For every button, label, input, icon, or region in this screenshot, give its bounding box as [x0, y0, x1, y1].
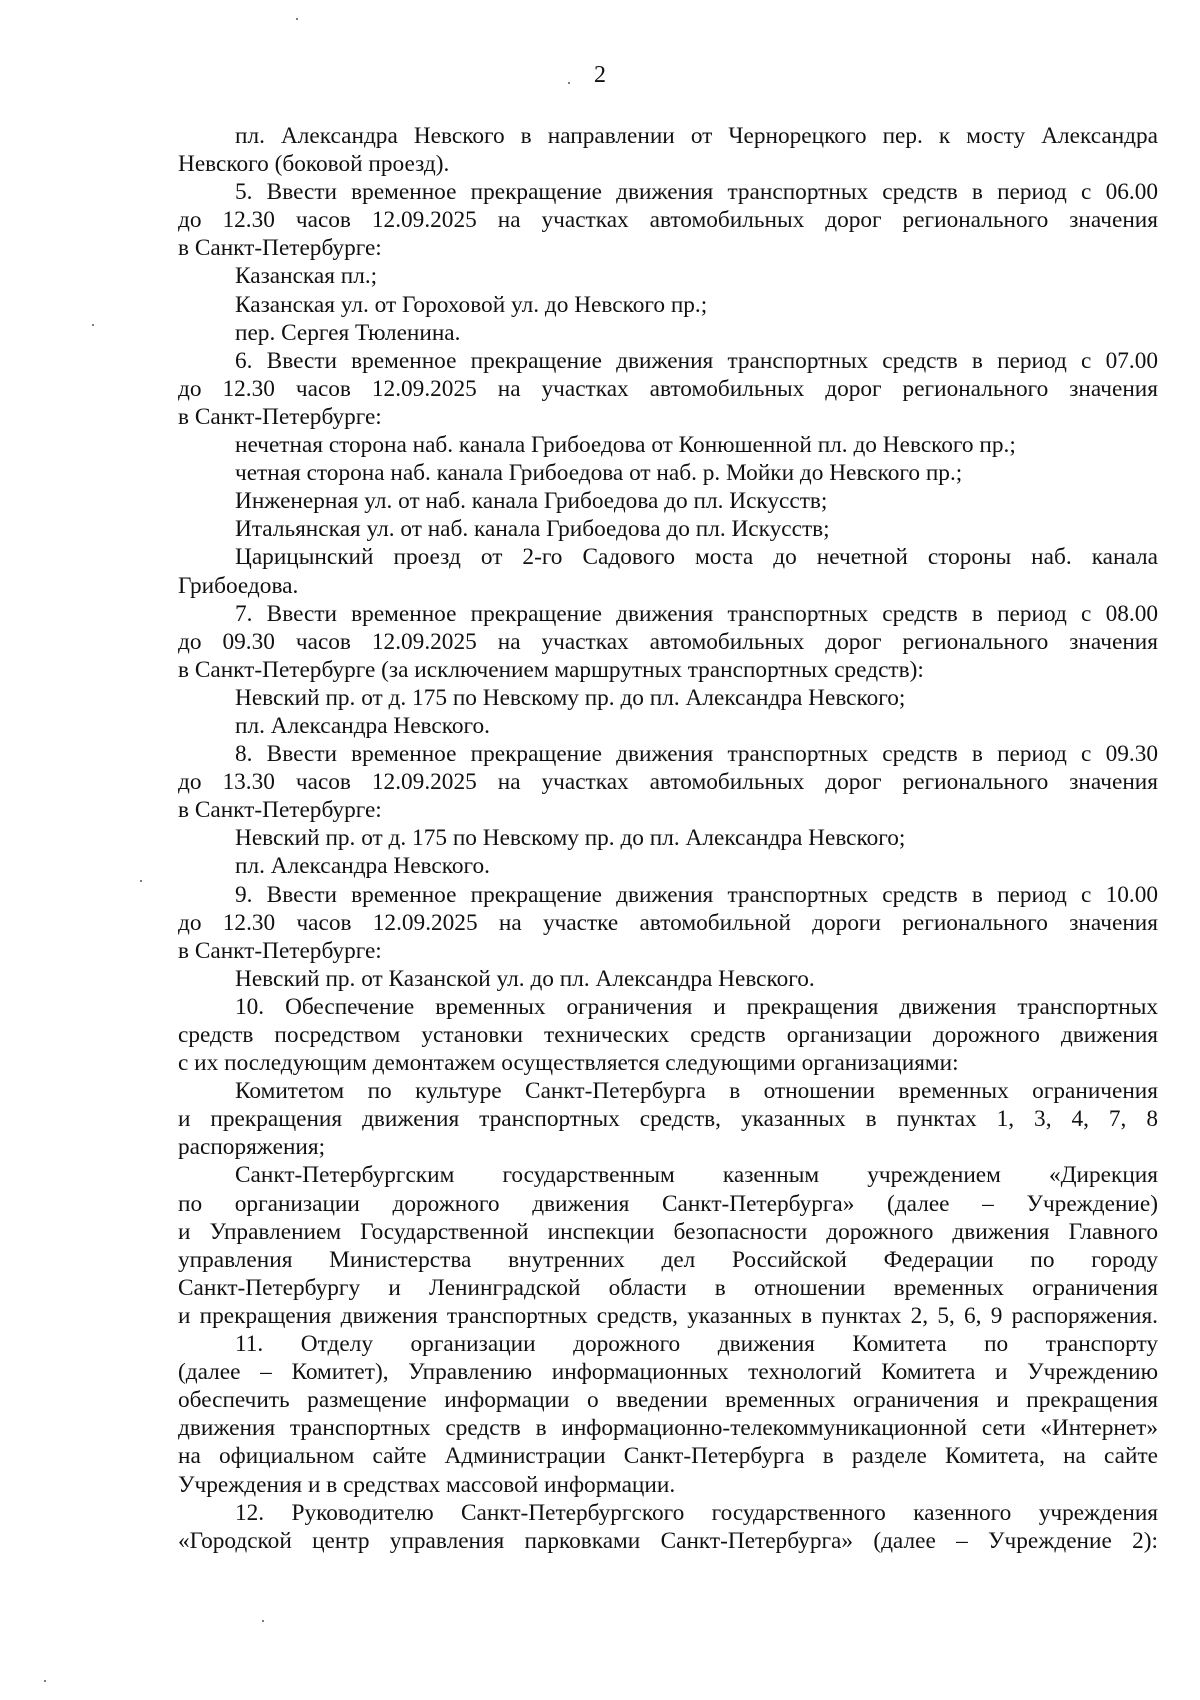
text-line: 12. Руководителю Санкт-Петербургского государственного казенного учреждения — [235, 1499, 1158, 1526]
text-line: в Санкт-Петербурге: — [178, 403, 382, 430]
text-line: «Городской центр управления парковками Санкт-Петербурга» (далее – Учреждение 2): — [178, 1527, 1158, 1554]
text-line: обеспечить размещение информации о введении временных ограничения и прекращения — [178, 1387, 1158, 1414]
text-line: до 12.30 часов 12.09.2025 на участке автомобильной дороги регионального значения — [178, 909, 1158, 936]
text-line: 6. Ввести временное прекращение движения транспортных средств в период с 07.00 — [235, 347, 1158, 374]
text-line: 8. Ввести временное прекращение движения транспортных средств в период с 09.30 — [235, 741, 1158, 768]
text-line: Невский пр. от д. 175 по Невскому пр. до пл. Александра Невского; — [235, 684, 906, 711]
text-line: 7. Ввести временное прекращение движения транспортных средств в период с 08.00 — [235, 600, 1158, 627]
document-body — [178, 122, 1158, 1555]
text-line: до 09.30 часов 12.09.2025 на участках автомобильных дорог регионального значения — [178, 628, 1158, 655]
text-line: пер. Сергея Тюленина. — [235, 319, 461, 346]
text-line: и прекращения движения транспортных средств, указанных в пунктах 1, 3, 4, 7, 8 — [178, 1106, 1158, 1133]
text-line: пл. Александра Невского в направлении от Чернорецкого пер. к мосту Александра — [235, 123, 1158, 149]
text-line: Санкт-Петербургским государственным казенным учреждением «Дирекция — [235, 1162, 1158, 1189]
text-line: Санкт-Петербургу и Ленинградской области в отношении временных ограничения — [178, 1274, 1158, 1301]
text-line: Царицынский проезд от 2-го Садового моста до нечетной стороны наб. канала — [235, 544, 1158, 571]
text-line: в Санкт-Петербурге: — [178, 235, 382, 262]
text-line: и Управлением Государственной инспекции безопасности дорожного движения Главного — [178, 1218, 1158, 1245]
text-line: в Санкт-Петербурге: — [178, 797, 382, 824]
text-line: Невский пр. от Казанской ул. до пл. Александра Невского. — [235, 965, 815, 992]
text-line: по организации дорожного движения Санкт-Петербурга» (далее – Учреждение) — [178, 1190, 1158, 1217]
text-line: средств посредством установки технических средств организации дорожного движения — [178, 1022, 1158, 1048]
text-line: Итальянская ул. от наб. канала Грибоедова до пл. Искусств; — [235, 516, 830, 543]
scan-speck — [44, 1680, 46, 1682]
text-line: (далее – Комитет), Управлению информационных технологий Комитета и Учреждению — [178, 1359, 1158, 1386]
text-line: до 13.30 часов 12.09.2025 на участках автомобильных дорог регионального значения — [178, 769, 1158, 796]
scan-speck — [262, 1620, 264, 1622]
text-line: 10. Обеспечение временных ограничения и прекращения движения транспортных — [235, 993, 1158, 1020]
text-line: Невского (боковой проезд). — [178, 151, 450, 178]
text-line: пл. Александра Невского. — [235, 853, 490, 880]
scan-speck — [296, 18, 298, 20]
scan-speck — [92, 324, 94, 326]
text-line: 11. Отделу организации дорожного движения Комитета по транспорту — [235, 1331, 1158, 1358]
text-line: управления Министерства внутренних дел Российской Федерации по городу — [178, 1246, 1158, 1273]
text-line: нечетная сторона наб. канала Грибоедова от Конюшенной пл. до Невского пр.; — [235, 432, 1016, 459]
text-line: Невский пр. от д. 175 по Невскому пр. до пл. Александра Невского; — [235, 825, 906, 852]
text-line: Инженерная ул. от наб. канала Грибоедова до пл. Искусств; — [235, 488, 828, 515]
scan-speck — [140, 880, 142, 882]
text-line: в Санкт-Петербурге: — [178, 937, 382, 964]
text-line: Казанская пл.; — [235, 263, 378, 290]
text-line: и прекращения движения транспортных средств, указанных в пунктах 2, 5, 6, 9 распоряжения. — [178, 1302, 1158, 1329]
scan-speck — [568, 82, 570, 84]
text-line: до 12.30 часов 12.09.2025 на участках автомобильных дорог регионального значения — [178, 207, 1158, 234]
text-line: Комитетом по культуре Санкт-Петербурга в отношении временных ограничения — [235, 1078, 1158, 1105]
page-number: 2 — [594, 62, 606, 88]
text-line: распоряжения; — [178, 1134, 326, 1161]
text-line: Учреждения и в средствах массовой информации. — [178, 1471, 676, 1498]
text-line: до 12.30 часов 12.09.2025 на участках автомобильных дорог регионального значения — [178, 375, 1158, 402]
text-line: на официальном сайте Администрации Санкт-Петербурга в разделе Комитета, на сайте — [178, 1443, 1158, 1470]
text-line: движения транспортных средств в информационно-телекоммуникационной сети «Интернет» — [178, 1415, 1158, 1442]
text-line: четная сторона наб. канала Грибоедова от наб. р. Мойки до Невского пр.; — [235, 460, 963, 487]
text-line: в Санкт-Петербурге (за исключением маршрутных транспортных средств): — [178, 656, 924, 683]
text-line: пл. Александра Невского. — [235, 712, 490, 739]
text-line: 9. Ввести временное прекращение движения транспортных средств в период с 10.00 — [235, 881, 1158, 908]
text-line: 5. Ввести временное прекращение движения транспортных средств в период с 06.00 — [235, 179, 1158, 206]
text-line: с их последующим демонтажем осуществляется следующими организациями: — [178, 1050, 959, 1077]
text-line: Грибоедова. — [178, 572, 299, 599]
text-line: Казанская ул. от Гороховой ул. до Невского пр.; — [235, 291, 708, 318]
